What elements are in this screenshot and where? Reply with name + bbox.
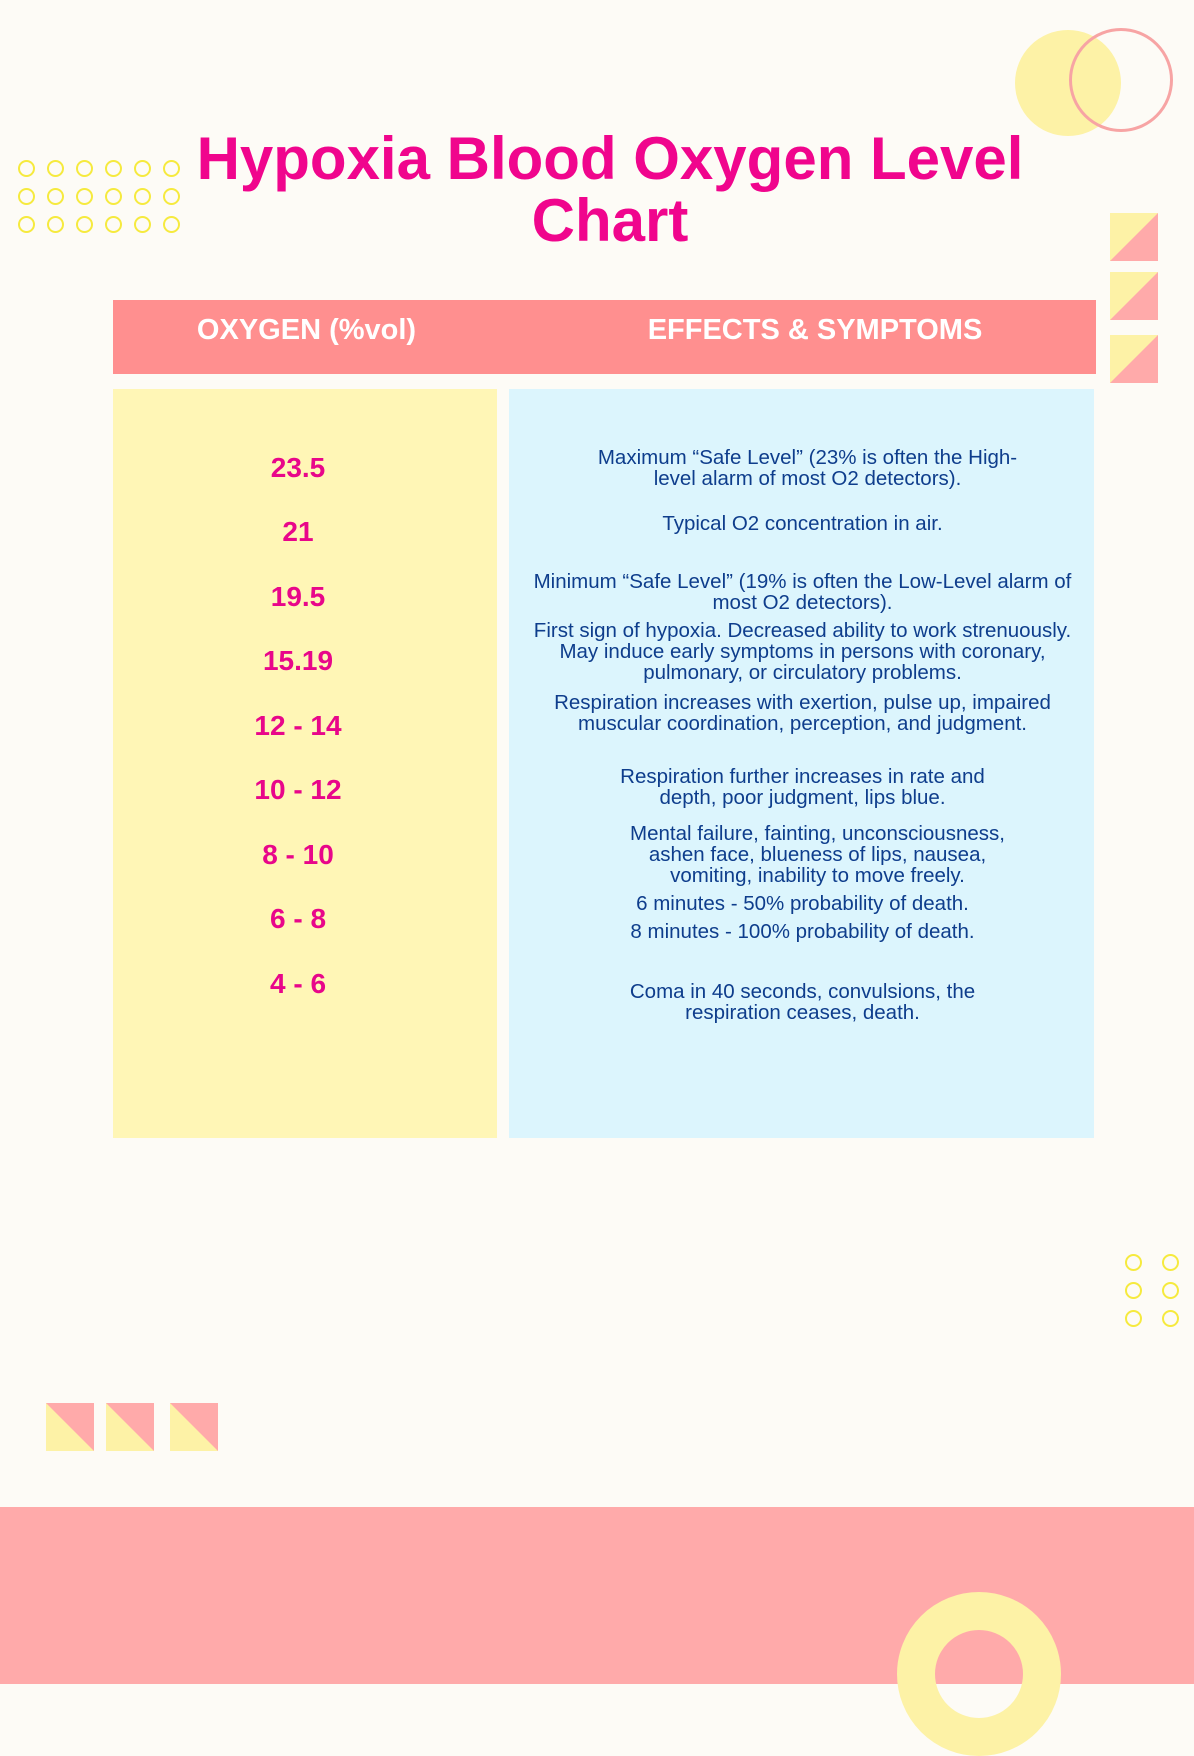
dot-decoration: [163, 188, 180, 205]
effect-description: 8 minutes - 100% probability of death.: [630, 920, 975, 943]
dot-decoration: [134, 188, 151, 205]
pink-ring-decoration: [1069, 28, 1173, 132]
dot-decoration: [76, 216, 93, 233]
oxygen-level: 4 - 6: [269, 968, 327, 999]
page-title: Hypoxia Blood Oxygen Level Chart: [196, 125, 1024, 254]
dot-decoration: [134, 216, 151, 233]
effect-description: Respiration increases with exertion, pulse up, impaired muscular coordination, perception, and judgment.: [554, 691, 1051, 735]
dot-decoration: [47, 188, 64, 205]
effect-description: Coma in 40 seconds, convulsions, the respiration ceases, death.: [629, 980, 976, 1024]
dot-decoration: [163, 216, 180, 233]
dot-grid-decoration: [18, 160, 188, 240]
dot-decoration: [1162, 1310, 1179, 1327]
effect-description: 6 minutes - 50% probability of death.: [636, 892, 969, 915]
dot-decoration: [18, 216, 35, 233]
effect-description: Minimum “Safe Level” (19% is often the Low-Level alarm of most O2 detectors).: [533, 570, 1072, 614]
effect-description: Maximum “Safe Level” (23% is often the High-level alarm of most O2 detectors).: [597, 446, 1018, 490]
dot-decoration: [105, 216, 122, 233]
yellow-ring-decoration: [897, 1592, 1061, 1756]
dot-decoration: [105, 188, 122, 205]
oxygen-level: 10 - 12: [254, 774, 342, 805]
dot-decoration: [1125, 1310, 1142, 1327]
dot-decoration: [76, 160, 93, 177]
oxygen-level: 23.5: [270, 452, 326, 483]
dot-grid-decoration: [1125, 1254, 1194, 1334]
effects-column-header: EFFECTS & SYMPTOMS: [647, 314, 983, 346]
triangle-tiles-bottom-decoration: [46, 1403, 221, 1453]
dot-decoration: [1162, 1282, 1179, 1299]
dot-decoration: [18, 188, 35, 205]
oxygen-level: 12 - 14: [254, 710, 342, 741]
oxygen-level: 8 - 10: [262, 839, 334, 870]
dot-decoration: [1162, 1254, 1179, 1271]
effect-description: Respiration further increases in rate and depth, poor judgment, lips blue.: [620, 765, 985, 809]
triangle-tiles-right-decoration: [1110, 213, 1160, 383]
dot-decoration: [1125, 1282, 1142, 1299]
dot-decoration: [1125, 1254, 1142, 1271]
dot-decoration: [134, 160, 151, 177]
oxygen-level: 19.5: [270, 581, 326, 612]
oxygen-levels-column: [113, 389, 497, 1138]
dot-decoration: [47, 216, 64, 233]
oxygen-level: 15.19: [262, 645, 334, 676]
effects-column: [509, 389, 1094, 1138]
effect-description: First sign of hypoxia. Decreased ability to work strenuously. May induce early symptoms in persons with coronary, pulmonary, or circulatory problems.: [533, 619, 1072, 684]
oxygen-level: 6 - 8: [269, 903, 327, 934]
oxygen-column-header: OXYGEN (%vol): [196, 314, 417, 346]
effect-description: Mental failure, fainting, unconsciousness, ashen face, blueness of lips, nausea, vomiting, inability to move freely.: [630, 822, 1005, 887]
dot-decoration: [76, 188, 93, 205]
dot-decoration: [163, 160, 180, 177]
dot-decoration: [18, 160, 35, 177]
dot-decoration: [47, 160, 64, 177]
effect-description: Typical O2 concentration in air.: [662, 512, 943, 535]
oxygen-level: 21: [282, 516, 314, 547]
dot-decoration: [105, 160, 122, 177]
